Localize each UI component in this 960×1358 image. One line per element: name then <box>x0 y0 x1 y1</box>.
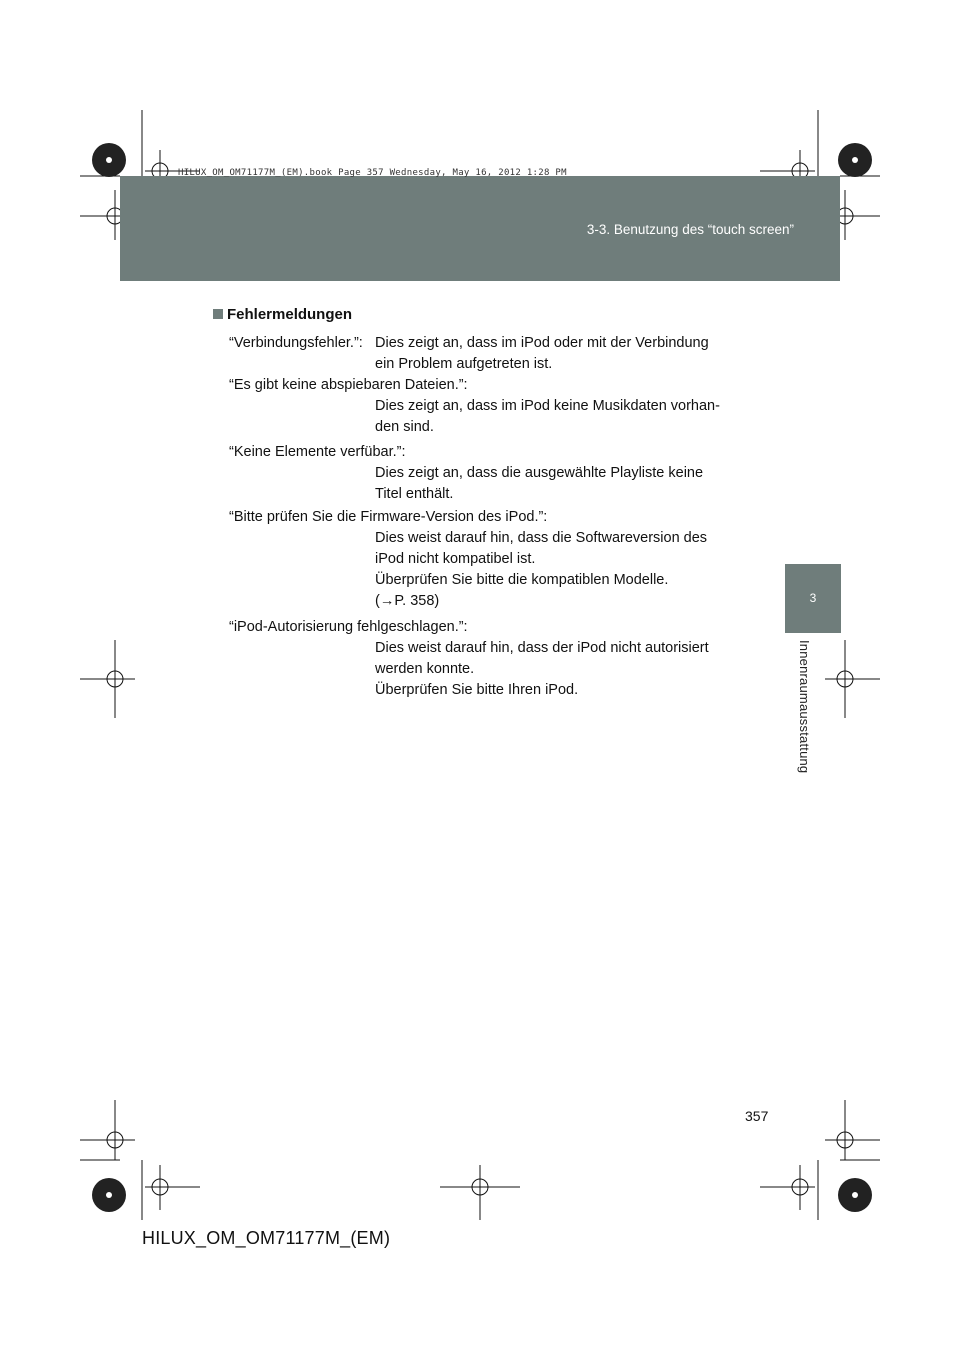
error-description <box>375 396 743 438</box>
error-entry <box>229 375 468 396</box>
description-line: Überprüfen Sie bitte die kompatiblen Modelle. <box>375 572 669 588</box>
description-line: ein Problem aufgetreten ist. <box>375 356 553 372</box>
book-info-stamp: HILUX_OM_OM71177M_(EM).book Page 357 Wednesday, May 16, 2012 1:28 PM <box>178 168 567 178</box>
chapter-title: 3-3. Benutzung des “touch screen” <box>586 222 794 237</box>
page-number: 357 <box>745 1108 769 1124</box>
error-entry <box>229 617 468 638</box>
section-heading <box>213 306 352 323</box>
description-line: Dies weist darauf hin, dass der iPod nicht autorisiert <box>375 640 709 656</box>
description-line: Dies zeigt an, dass im iPod oder mit der Verbindung <box>375 335 709 351</box>
description-line: Überprüfen Sie bitte Ihren iPod. <box>375 682 579 698</box>
description-line: (→P. 358) <box>375 593 440 609</box>
square-bullet-icon <box>213 309 223 319</box>
error-message: “Verbindungsfehler.”: <box>229 335 363 351</box>
chapter-tab: 3 <box>785 564 841 633</box>
description-line: Dies weist darauf hin, dass die Softwareversion des <box>375 530 708 546</box>
error-entry <box>229 507 547 528</box>
error-description <box>375 638 743 701</box>
error-description <box>375 463 743 505</box>
error-message: “iPod-Autorisierung fehlgeschlagen.”: <box>229 619 468 635</box>
document-code: HILUX_OM_OM71177M_(EM) <box>142 1228 391 1248</box>
description-line: den sind. <box>375 419 434 435</box>
description-line: iPod nicht kompatibel ist. <box>375 551 536 567</box>
description-line: Dies zeigt an, dass im iPod keine Musikdaten vorhan- <box>375 398 720 414</box>
error-message: “Keine Elemente verfübar.”: <box>229 444 406 460</box>
description-line: Dies zeigt an, dass die ausgewählte Playliste keine <box>375 465 704 481</box>
header-band <box>120 176 840 281</box>
error-entry <box>229 333 363 354</box>
error-message: “Bitte prüfen Sie die Firmware-Version des iPod.”: <box>229 509 548 525</box>
description-line: werden konnte. <box>375 661 475 677</box>
description-line: Titel enthält. <box>375 486 454 502</box>
error-message: “Es gibt keine abspiebaren Dateien.”: <box>229 377 468 393</box>
chapter-side-label: Innenraumausstattung <box>797 640 812 774</box>
error-description <box>375 333 743 375</box>
error-entry <box>229 442 406 463</box>
error-description <box>375 528 743 612</box>
section-title: Fehlermeldungen <box>227 306 353 323</box>
